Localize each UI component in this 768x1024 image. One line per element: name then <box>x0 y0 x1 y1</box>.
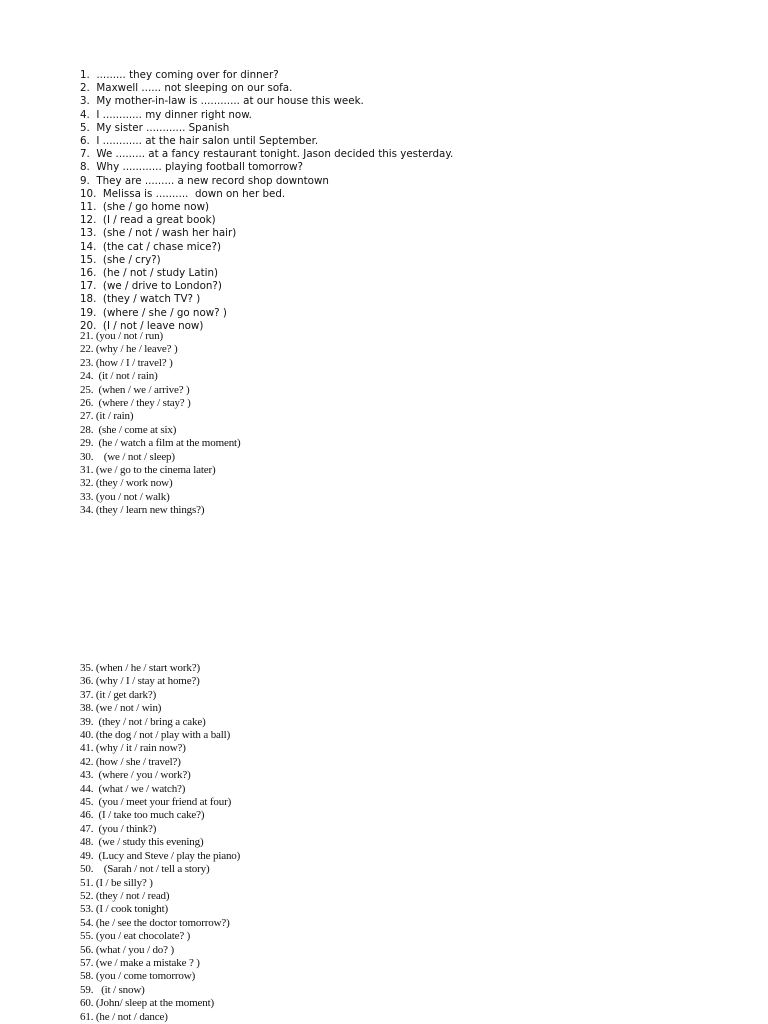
exercise-item: 31. (we / go to the cinema later) <box>80 464 216 477</box>
exercise-item: 11. (she / go home now) <box>80 201 210 214</box>
exercise-item: 5. My sister ............ Spanish <box>80 121 230 134</box>
exercise-item: 39. (they / not / bring a cake) <box>80 715 206 728</box>
exercise-item: 22. (why / he / leave? ) <box>80 343 178 356</box>
exercise-item: 52. (they / not / read) <box>80 889 170 902</box>
exercise-item: 13. (she / not / wash her hair) <box>80 227 237 240</box>
exercise-item: 45. (you / meet your friend at four) <box>80 796 232 809</box>
exercise-item: 43. (where / you / work?) <box>80 769 191 782</box>
exercise-item: 27. (it / rain) <box>80 410 134 423</box>
exercise-item: 14. (the cat / chase mice?) <box>80 240 221 253</box>
exercise-item: 28. (she / come at six) <box>80 423 177 436</box>
exercise-item: 58. (you / come tomorrow) <box>80 970 196 983</box>
exercise-item: 20. (I / not / leave now) <box>80 319 204 332</box>
exercise-item: 47. (you / think?) <box>80 822 157 835</box>
exercise-item: 33. (you / not / walk) <box>80 490 170 503</box>
exercise-item: 26. (where / they / stay? ) <box>80 397 191 410</box>
exercise-item: 55. (you / eat chocolate? ) <box>80 930 191 943</box>
exercise-item: 57. (we / make a mistake ? ) <box>80 956 200 969</box>
exercise-item: 50. (Sarah / not / tell a story) <box>80 863 210 876</box>
exercise-item: 6. I ............ at the hair salon until September. <box>80 135 319 148</box>
exercise-item: 19. (where / she / go now? ) <box>80 306 227 319</box>
exercise-item: 9. They are ......... a new record shop downtown <box>80 174 329 187</box>
exercise-item: 60. (John/ sleep at the moment) <box>80 997 215 1010</box>
exercise-item: 8. Why ............ playing football tomorrow? <box>80 161 304 174</box>
exercise-item: 30. (we / not / sleep) <box>80 450 175 463</box>
exercise-item: 2. Maxwell ...... not sleeping on our sofa. <box>80 82 293 95</box>
exercise-item: 17. (we / drive to London?) <box>80 280 222 293</box>
exercise-item: 49. (Lucy and Steve / play the piano) <box>80 849 241 862</box>
exercise-item: 61. (he / not / dance) <box>80 1010 168 1023</box>
exercise-item: 53. (I / cook tonight) <box>80 903 169 916</box>
exercise-list-part-3 <box>80 662 240 1024</box>
exercise-item: 12. (I / read a great book) <box>80 214 216 227</box>
exercise-item: 4. I ............ my dinner right now. <box>80 108 252 121</box>
exercise-item: 25. (when / we / arrive? ) <box>80 383 190 396</box>
exercise-item: 1. ......... they coming over for dinner? <box>80 69 279 81</box>
exercise-item: 37. (it / get dark?) <box>80 688 157 701</box>
exercise-item: 18. (they / watch TV? ) <box>80 293 201 306</box>
exercise-item: 32. (they / work now) <box>80 477 173 490</box>
exercise-item: 3. My mother-in-law is ............ at our house this week. <box>80 95 364 108</box>
exercise-item: 23. (how / I / travel? ) <box>80 356 173 369</box>
exercise-item: 48. (we / study this evening) <box>80 836 204 849</box>
exercise-list-part-1 <box>80 69 453 333</box>
exercise-item: 7. We ......... at a fancy restaurant tonight. Jason decided this yesterday. <box>80 148 454 161</box>
exercise-item: 41. (why / it / rain now?) <box>80 742 186 755</box>
exercise-item: 24. (it / not / rain) <box>80 370 158 383</box>
exercise-item: 35. (when / he / start work?) <box>80 662 200 674</box>
exercise-item: 46. (I / take too much cake?) <box>80 809 205 822</box>
exercise-item: 10. Melissa is .......... down on her bed. <box>80 187 286 200</box>
exercise-item: 56. (what / you / do? ) <box>80 943 175 956</box>
exercise-item: 16. (he / not / study Latin) <box>80 267 219 280</box>
exercise-item: 34. (they / learn new things?) <box>80 504 205 517</box>
exercise-item: 51. (I / be silly? ) <box>80 876 153 889</box>
exercise-item: 36. (why / I / stay at home?) <box>80 675 200 688</box>
exercise-item: 59. (it / snow) <box>80 983 145 996</box>
exercise-item: 54. (he / see the doctor tomorrow?) <box>80 916 230 929</box>
exercise-item: 15. (she / cry?) <box>80 253 161 266</box>
exercise-list-part-2 <box>80 330 240 518</box>
exercise-item: 40. (the dog / not / play with a ball) <box>80 729 231 742</box>
exercise-item: 29. (he / watch a film at the moment) <box>80 437 241 450</box>
exercise-item: 44. (what / we / watch?) <box>80 782 186 795</box>
exercise-item: 38. (we / not / win) <box>80 702 162 715</box>
exercise-item: 21. (you / not / run) <box>80 330 164 342</box>
exercise-item: 42. (how / she / travel?) <box>80 755 181 768</box>
